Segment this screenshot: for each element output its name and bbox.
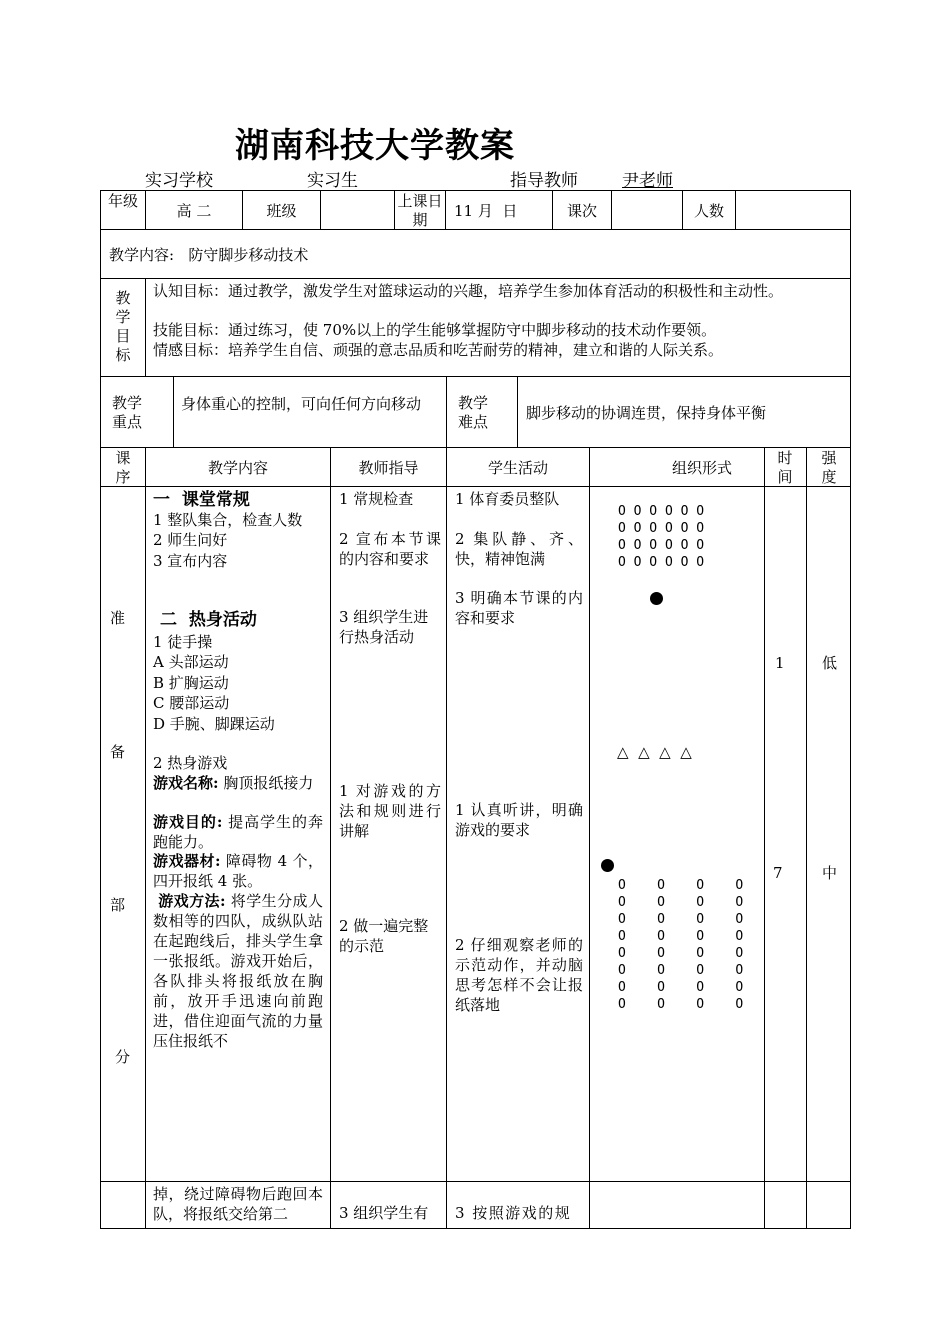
key-value: 身体重心的控制，可向任何方向移动 (181, 395, 422, 413)
section-char: 备 (110, 743, 126, 761)
content-item: 1 整队集合，检查人数 (153, 511, 303, 529)
section-char: 部 (110, 896, 126, 914)
date-label-cell (394, 190, 446, 230)
date-value: 11 月 日 (454, 202, 518, 220)
time-value: 7 (773, 864, 783, 882)
grade-label-cell (100, 190, 146, 230)
content-item: 1 徒手操 (153, 633, 213, 651)
lesson-label-cell (552, 190, 612, 230)
head-intensity: 强度 (806, 447, 851, 487)
grade-value: 高 二 (176, 202, 212, 220)
grade-label: 年级 (107, 192, 138, 210)
intensity-cell (806, 486, 851, 1182)
cont-teacher: 3 组织学生有 (339, 1204, 429, 1222)
cont-intensity-cell (806, 1181, 851, 1229)
cont-time-cell (764, 1181, 807, 1229)
time-cell (764, 486, 807, 1182)
game-goal: 游戏目的: 提高学生的奔跑能力。 (153, 813, 323, 851)
goal-skill: 技能目标：通过练习，使 70%以上的学生能够掌握防守中脚步移动的技术动作要领。 (153, 321, 717, 339)
content-heading-2: 二 热身活动 (160, 610, 257, 630)
column-row: O O O O (618, 946, 744, 961)
cont-content: 掉，绕过障碍物后跑回本队，将报纸交给第二 (153, 1185, 323, 1223)
teacher-item: 2 宣布本节课的内容和要求 (339, 530, 441, 568)
hard-label-cell (446, 376, 518, 448)
cont-teacher-cell (330, 1181, 447, 1229)
content-item: C 腰部运动 (153, 694, 230, 712)
game-method: 游戏方法: 将学生分成人数相等的四队，成纵队站在起跑线后，排头学生拿一张报纸。游戏开始后，各队排头将报纸放在胸前，放开手迅速向前跑进，借住迎面气流的力量压住报纸不 (153, 892, 323, 1050)
lesson-label: 课次 (566, 202, 597, 220)
student-activity-cell (446, 486, 590, 1182)
student-item: 3 明确本节课的内容和要求 (455, 589, 583, 627)
cont-org-cell (589, 1181, 765, 1229)
grade-value-cell (145, 190, 243, 230)
teacher-label: 指导教师 (510, 171, 578, 191)
goal-cognitive: 认知目标：通过教学，激发学生对篮球运动的兴趣，培养学生参加体育活动的积极性和主动性。 (153, 282, 784, 300)
count-label: 人数 (693, 202, 724, 220)
goal-emotion: 情感目标：培养学生自信、顽强的意志品质和吃苦耐劳的精神，建立和谐的人际关系。 (153, 341, 724, 359)
section-char: 准 (110, 609, 126, 627)
teacher-guidance-cell (330, 486, 447, 1182)
head-teacher: 教师指导 (330, 447, 447, 487)
count-label-cell (682, 190, 736, 230)
cont-student: 3 按照游戏的规 (455, 1204, 572, 1222)
student-item: 2 仔细观察老师的示范动作，并动脑思考怎样不会让报纸落地 (455, 936, 583, 1014)
head-order: 课序 (100, 447, 146, 487)
student-blank (358, 172, 396, 191)
date-value-cell (445, 190, 553, 230)
column-row: O O O O (618, 963, 744, 978)
formation-row: O O O O O O (618, 504, 705, 519)
student-item: 1 体育委员整队 (455, 490, 560, 508)
head-student: 学生活动 (446, 447, 590, 487)
time-value: 1 (775, 654, 785, 672)
content-item: 2 师生问好 (153, 531, 228, 549)
formation-row: O O O O O O (618, 538, 705, 553)
page-title: 湖南科技大学教案 (235, 126, 515, 166)
student-label: 实习生 (307, 166, 396, 191)
cont-order-cell (100, 1181, 146, 1229)
obstacle-triangles: △ △ △ △ (617, 743, 692, 761)
teacher-item: 3 组织学生进行热身活动 (339, 608, 429, 646)
section-char: 分 (115, 1048, 131, 1066)
cont-content-cell (145, 1181, 331, 1229)
lesson-value-cell (611, 190, 683, 230)
cont-student-cell (446, 1181, 590, 1229)
content-heading-1: 一 课堂常规 (153, 490, 250, 510)
teacher-name: 尹老师 (622, 171, 673, 191)
column-row: O O O O (618, 997, 744, 1012)
hard-value-cell (517, 376, 851, 448)
key-value-cell (173, 376, 447, 448)
intensity-value: 中 (822, 864, 838, 882)
column-row: O O O O (618, 980, 744, 995)
count-value-cell (735, 190, 851, 230)
teacher-item: 1 常规检查 (339, 490, 414, 508)
game-title: 2 热身游戏 (153, 754, 228, 772)
content-item: D 手腕、脚踝运动 (153, 715, 275, 733)
date-label: 上课日期 (397, 192, 443, 229)
content-item: A 头部运动 (153, 653, 229, 671)
head-content: 教学内容 (145, 447, 331, 487)
key-label-cell (100, 376, 174, 448)
class-label: 班级 (266, 202, 297, 220)
hard-label: 教学难点 (457, 394, 488, 431)
content-item: 3 宣布内容 (153, 552, 228, 570)
intensity-value: 低 (822, 654, 838, 672)
column-row: O O O O (618, 878, 744, 893)
game-name: 游戏名称: 胸顶报纸接力 (153, 774, 314, 792)
goals-label-cell (100, 278, 146, 377)
section-label-cell (100, 486, 146, 1182)
formation-row: O O O O O O (618, 521, 705, 536)
goals-label: 教学目标 (115, 289, 131, 364)
teacher-item: 2 做一遍完整的示范 (339, 917, 429, 955)
head-org: 组织形式 (589, 447, 765, 487)
goals-cell (145, 278, 851, 377)
teacher-item: 1 对游戏的方法和规则进行讲解 (339, 782, 441, 840)
organization-cell (589, 486, 765, 1182)
game-equip: 游戏器材: 障碍物 4 个，四开报纸 4 张。 (153, 852, 323, 890)
content-item: B 扩胸运动 (153, 674, 229, 692)
teacher-position-dot (601, 859, 614, 872)
teaching-content-row (100, 229, 851, 279)
column-row: O O O O (618, 929, 744, 944)
content-cell (145, 486, 331, 1182)
key-label: 教学重点 (111, 394, 142, 431)
class-label-cell (242, 190, 321, 230)
head-time: 时间 (764, 447, 807, 487)
teacher-position-dot (650, 592, 663, 605)
student-item: 2 集队静、齐、快，精神饱满 (455, 530, 583, 568)
column-row: O O O O (618, 912, 744, 927)
school-blank (218, 172, 238, 191)
school-label: 实习学校 (145, 166, 238, 191)
hard-value: 脚步移动的协调连贯，保持身体平衡 (526, 404, 767, 422)
student-item: 1 认真听讲，明确游戏的要求 (455, 801, 583, 839)
formation-row: O O O O O O (618, 555, 705, 570)
class-value-cell (320, 190, 395, 230)
column-row: O O O O (618, 895, 744, 910)
teaching-content: 教学内容: 防守脚步移动技术 (109, 246, 309, 264)
